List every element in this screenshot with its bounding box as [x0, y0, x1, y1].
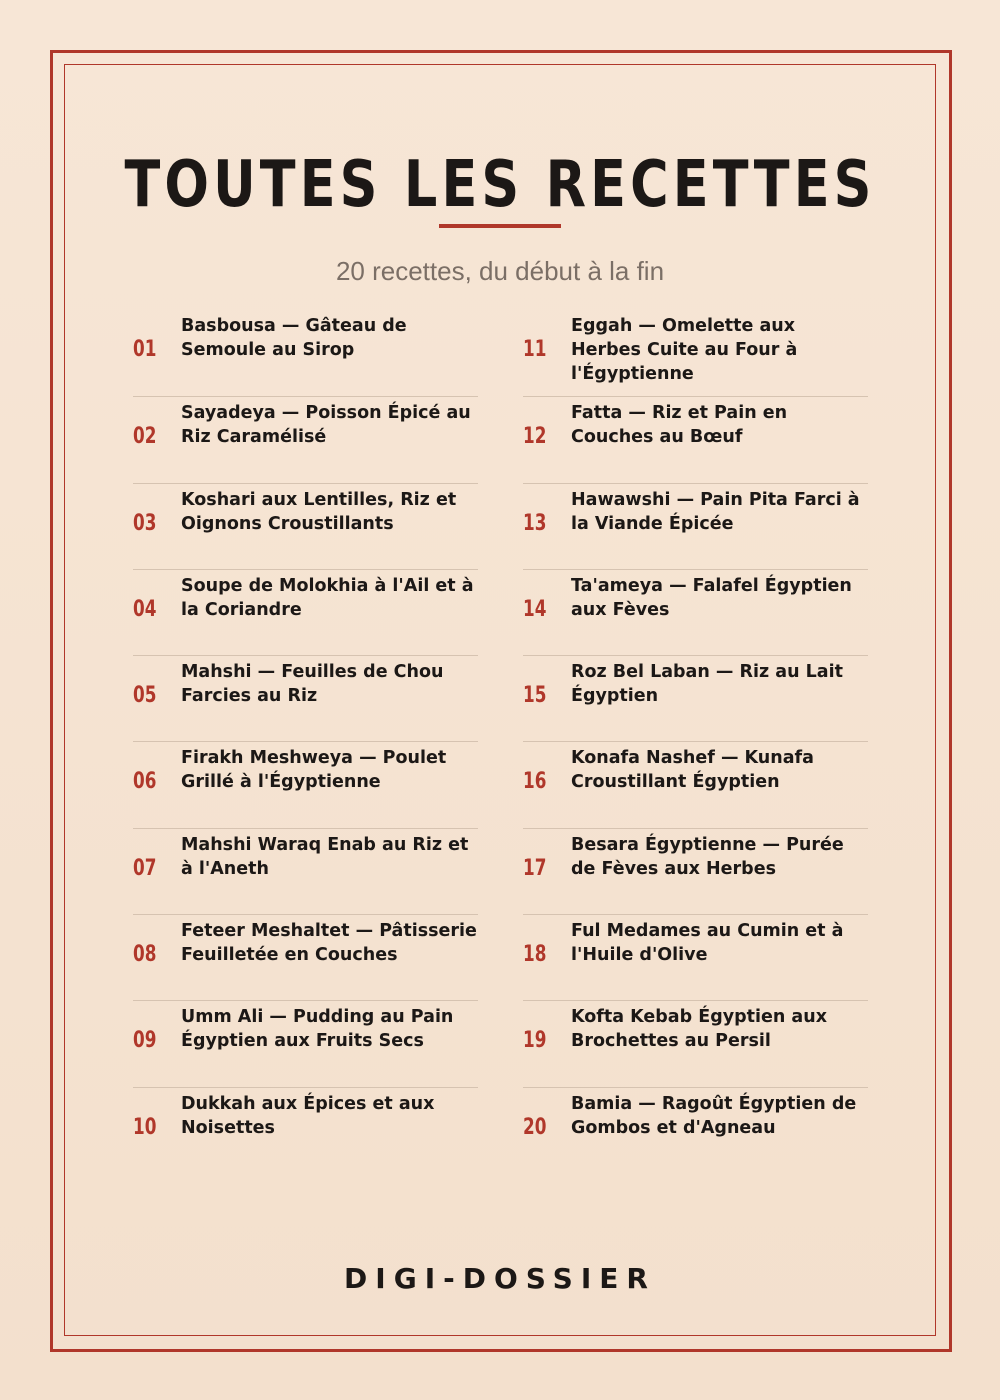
page-subtitle: 20 recettes, du début à la fin: [335, 256, 665, 286]
recipe-title: Besara Égyptienne — Purée de Fèves aux Herbes: [571, 834, 844, 879]
recipe-title: Mahshi Waraq Enab au Riz et à l'Aneth: [181, 834, 469, 879]
recipe-title: Koshari aux Lentilles, Riz et Oignons Croustillants: [181, 489, 457, 534]
recipe-item: [133, 569, 478, 655]
recipe-item: [523, 828, 868, 914]
recipe-title: Sayadeya — Poisson Épicé au Riz Caramélisé: [181, 403, 471, 448]
recipe-number: 03: [133, 510, 157, 536]
recipe-item: [523, 310, 868, 396]
recipe-number: 11: [523, 337, 547, 362]
recipe-item: [133, 741, 478, 827]
recipe-item: [523, 655, 868, 741]
recipe-item: [523, 914, 868, 1000]
recipe-number: 18: [523, 942, 547, 968]
recipe-list-right: [523, 310, 868, 1173]
recipe-item: [523, 396, 868, 482]
recipe-title: Feteer Meshaltet — Pâtisserie Feuilletée en Couches: [181, 921, 477, 966]
recipe-item: [523, 1087, 868, 1173]
recipe-number: 02: [133, 424, 157, 450]
recipe-list-left: [133, 310, 478, 1173]
recipe-title: Umm Ali — Pudding au Pain Égyptien aux Fruits Secs: [181, 1007, 454, 1052]
recipe-title: Soupe de Molokhia à l'Ail et à la Coriandre: [181, 575, 474, 620]
recipe-title: Fatta — Riz et Pain en Couches au Bœuf: [571, 403, 788, 448]
recipe-number: 06: [133, 769, 157, 795]
recipe-item: [133, 828, 478, 914]
recipe-item: [133, 1087, 478, 1173]
recipe-number: 10: [133, 1114, 157, 1140]
recipe-number: 12: [523, 424, 547, 450]
recipe-item: [523, 483, 868, 569]
recipe-number: 20: [523, 1114, 547, 1140]
recipe-title: Ta'ameya — Falafel Égyptien aux Fèves: [571, 575, 852, 620]
recipe-item: [523, 569, 868, 655]
recipe-title: Ful Medames au Cumin et à l'Huile d'Olive: [571, 921, 844, 966]
recipe-number: 08: [133, 942, 157, 968]
brand-footer: DIGI-DOSSIER: [344, 1262, 656, 1295]
recipe-number: 16: [523, 769, 547, 795]
recipe-title: Kofta Kebab Égyptien aux Brochettes au Persil: [571, 1007, 827, 1052]
recipe-item: [133, 483, 478, 569]
recipe-number: 19: [523, 1028, 547, 1054]
page-title: TOUTES LES RECETTES: [124, 148, 876, 222]
recipe-number: 05: [133, 683, 157, 709]
recipe-number: 14: [523, 596, 547, 622]
recipe-item: [133, 655, 478, 741]
recipe-title: Hawawshi — Pain Pita Farci à la Viande Épicée: [571, 489, 860, 534]
recipe-number: 15: [523, 683, 547, 709]
recipe-item: [523, 1000, 868, 1086]
recipe-number: 07: [133, 855, 157, 881]
recipe-number: 17: [523, 855, 547, 881]
recipe-item: [133, 310, 478, 396]
recipe-title: Dukkah aux Épices et aux Noisettes: [181, 1093, 435, 1138]
recipe-number: 01: [133, 337, 157, 362]
recipe-item: [133, 1000, 478, 1086]
recipe-item: [523, 741, 868, 827]
recipe-title: Basbousa — Gâteau de Semoule au Sirop: [181, 316, 407, 360]
title-underline: [439, 224, 561, 228]
recipe-number: 04: [133, 596, 157, 622]
recipe-title: Firakh Meshweya — Poulet Grillé à l'Égyptienne: [181, 748, 447, 793]
recipe-number: 09: [133, 1028, 157, 1054]
recipe-number: 13: [523, 510, 547, 536]
recipe-item: [133, 914, 478, 1000]
recipe-title: Konafa Nashef — Kunafa Croustillant Égyptien: [571, 748, 814, 793]
recipe-title: Roz Bel Laban — Riz au Lait Égyptien: [571, 662, 843, 707]
recipe-item: [133, 396, 478, 482]
recipe-title: Bamia — Ragoût Égyptien de Gombos et d'Agneau: [571, 1093, 857, 1138]
recipe-title: Eggah — Omelette aux Herbes Cuite au Four à l'Égyptienne: [571, 316, 798, 384]
recipe-title: Mahshi — Feuilles de Chou Farcies au Riz: [181, 662, 444, 707]
